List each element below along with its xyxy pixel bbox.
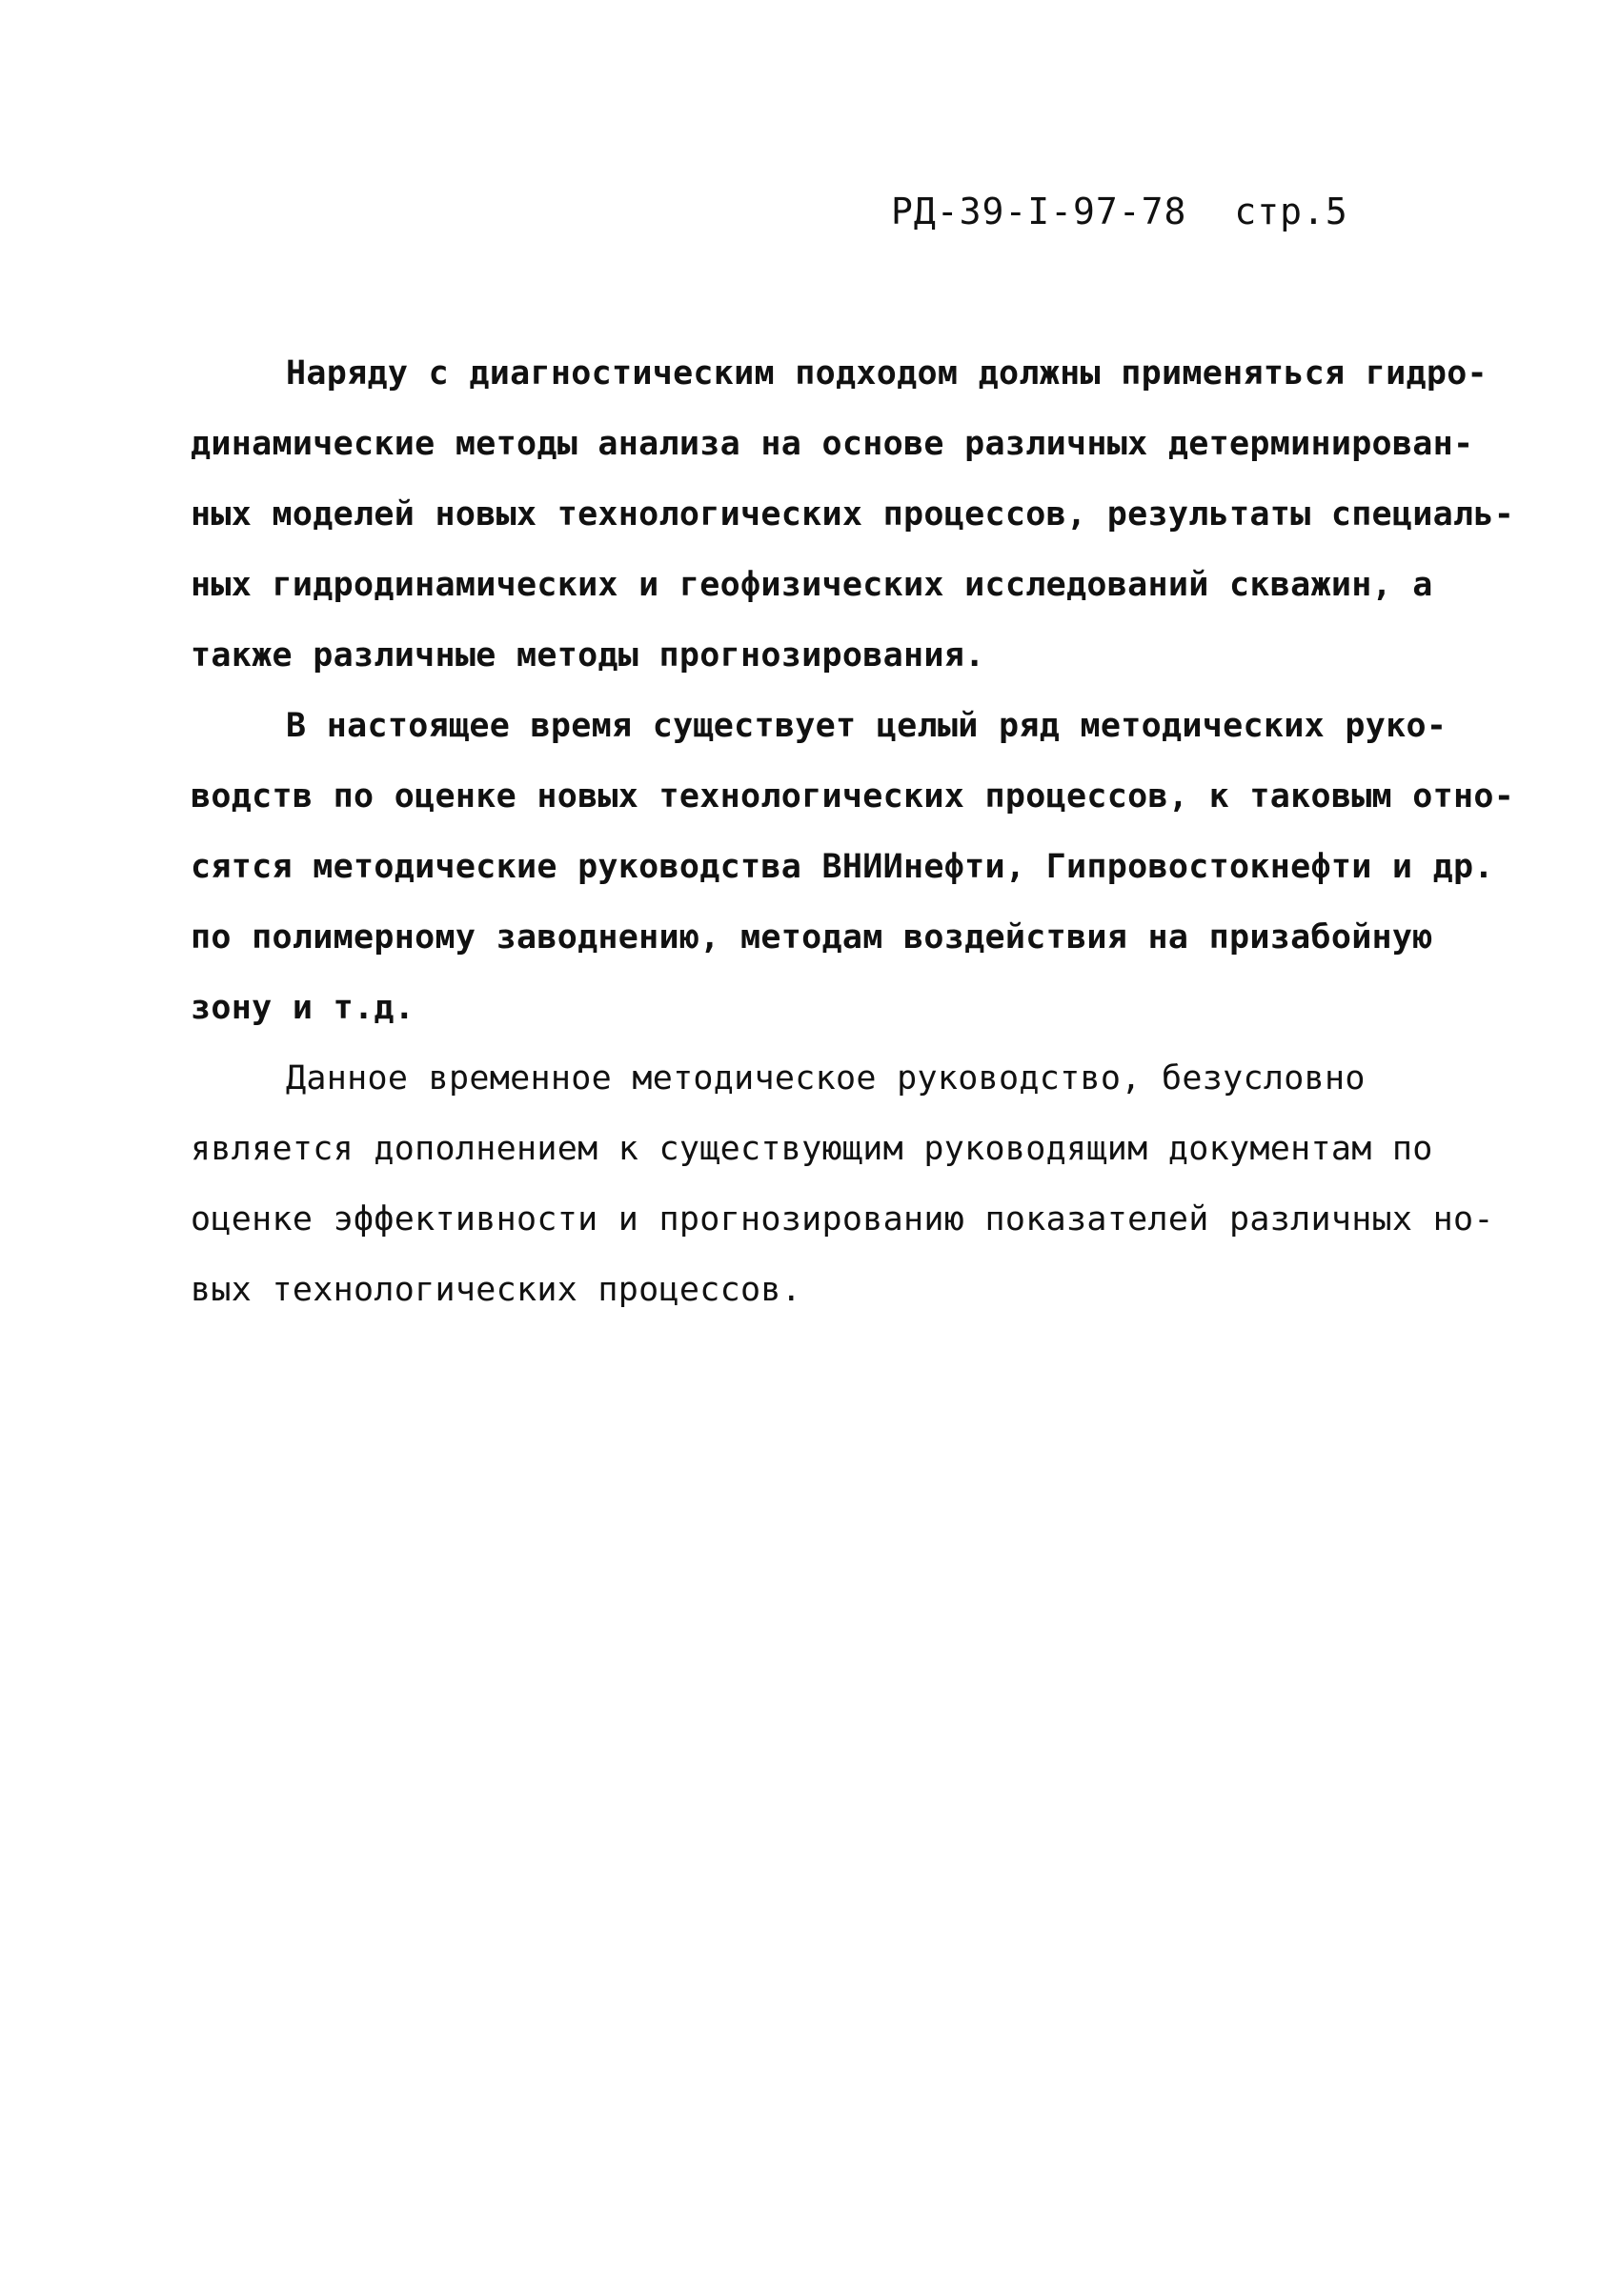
body-text bbox=[191, 338, 1515, 1325]
paragraph-line: ных моделей новых технологических процессов, результаты специаль- bbox=[191, 495, 1515, 534]
paragraph-3 bbox=[191, 1043, 1494, 1325]
paragraph-line: является дополнением к существующим руководящим документам по bbox=[191, 1130, 1433, 1168]
paragraph-line: также различные методы прогнозирования. bbox=[191, 636, 985, 675]
paragraph-line: зону и т.д. bbox=[191, 989, 415, 1027]
paragraph-line: Наряду с диагностическим подходом должны применяться гидро- bbox=[286, 354, 1488, 393]
paragraph-line: вых технологических процессов. bbox=[191, 1271, 802, 1309]
paragraph-1 bbox=[191, 338, 1515, 691]
paragraph-line: водств по оценке новых технологических процессов, к таковым отно- bbox=[191, 777, 1515, 816]
paragraph-line: сятся методические руководства ВНИИнефти, Гипровостокнефти и др. bbox=[191, 848, 1494, 886]
page-number: стр.5 bbox=[1234, 191, 1348, 232]
paragraph-line: В настоящее время существует целый ряд методических руко- bbox=[286, 707, 1448, 745]
paragraph-line: динамические методы анализа на основе различных детерминирован- bbox=[191, 425, 1474, 463]
page-header bbox=[891, 191, 1348, 232]
paragraph-line: оценке эффективности и прогнозированию показателей различных но- bbox=[191, 1200, 1494, 1239]
paragraph-line: Данное временное методическое руководство, безусловно bbox=[286, 1059, 1366, 1098]
paragraph-2 bbox=[191, 691, 1515, 1043]
paragraph-line: по полимерному заводнению, методам воздействия на призабойную bbox=[191, 918, 1433, 957]
paragraph-line: ных гидродинамических и геофизических исследований скважин, а bbox=[191, 566, 1433, 604]
document-code: РД-39-I-97-78 bbox=[891, 191, 1187, 232]
